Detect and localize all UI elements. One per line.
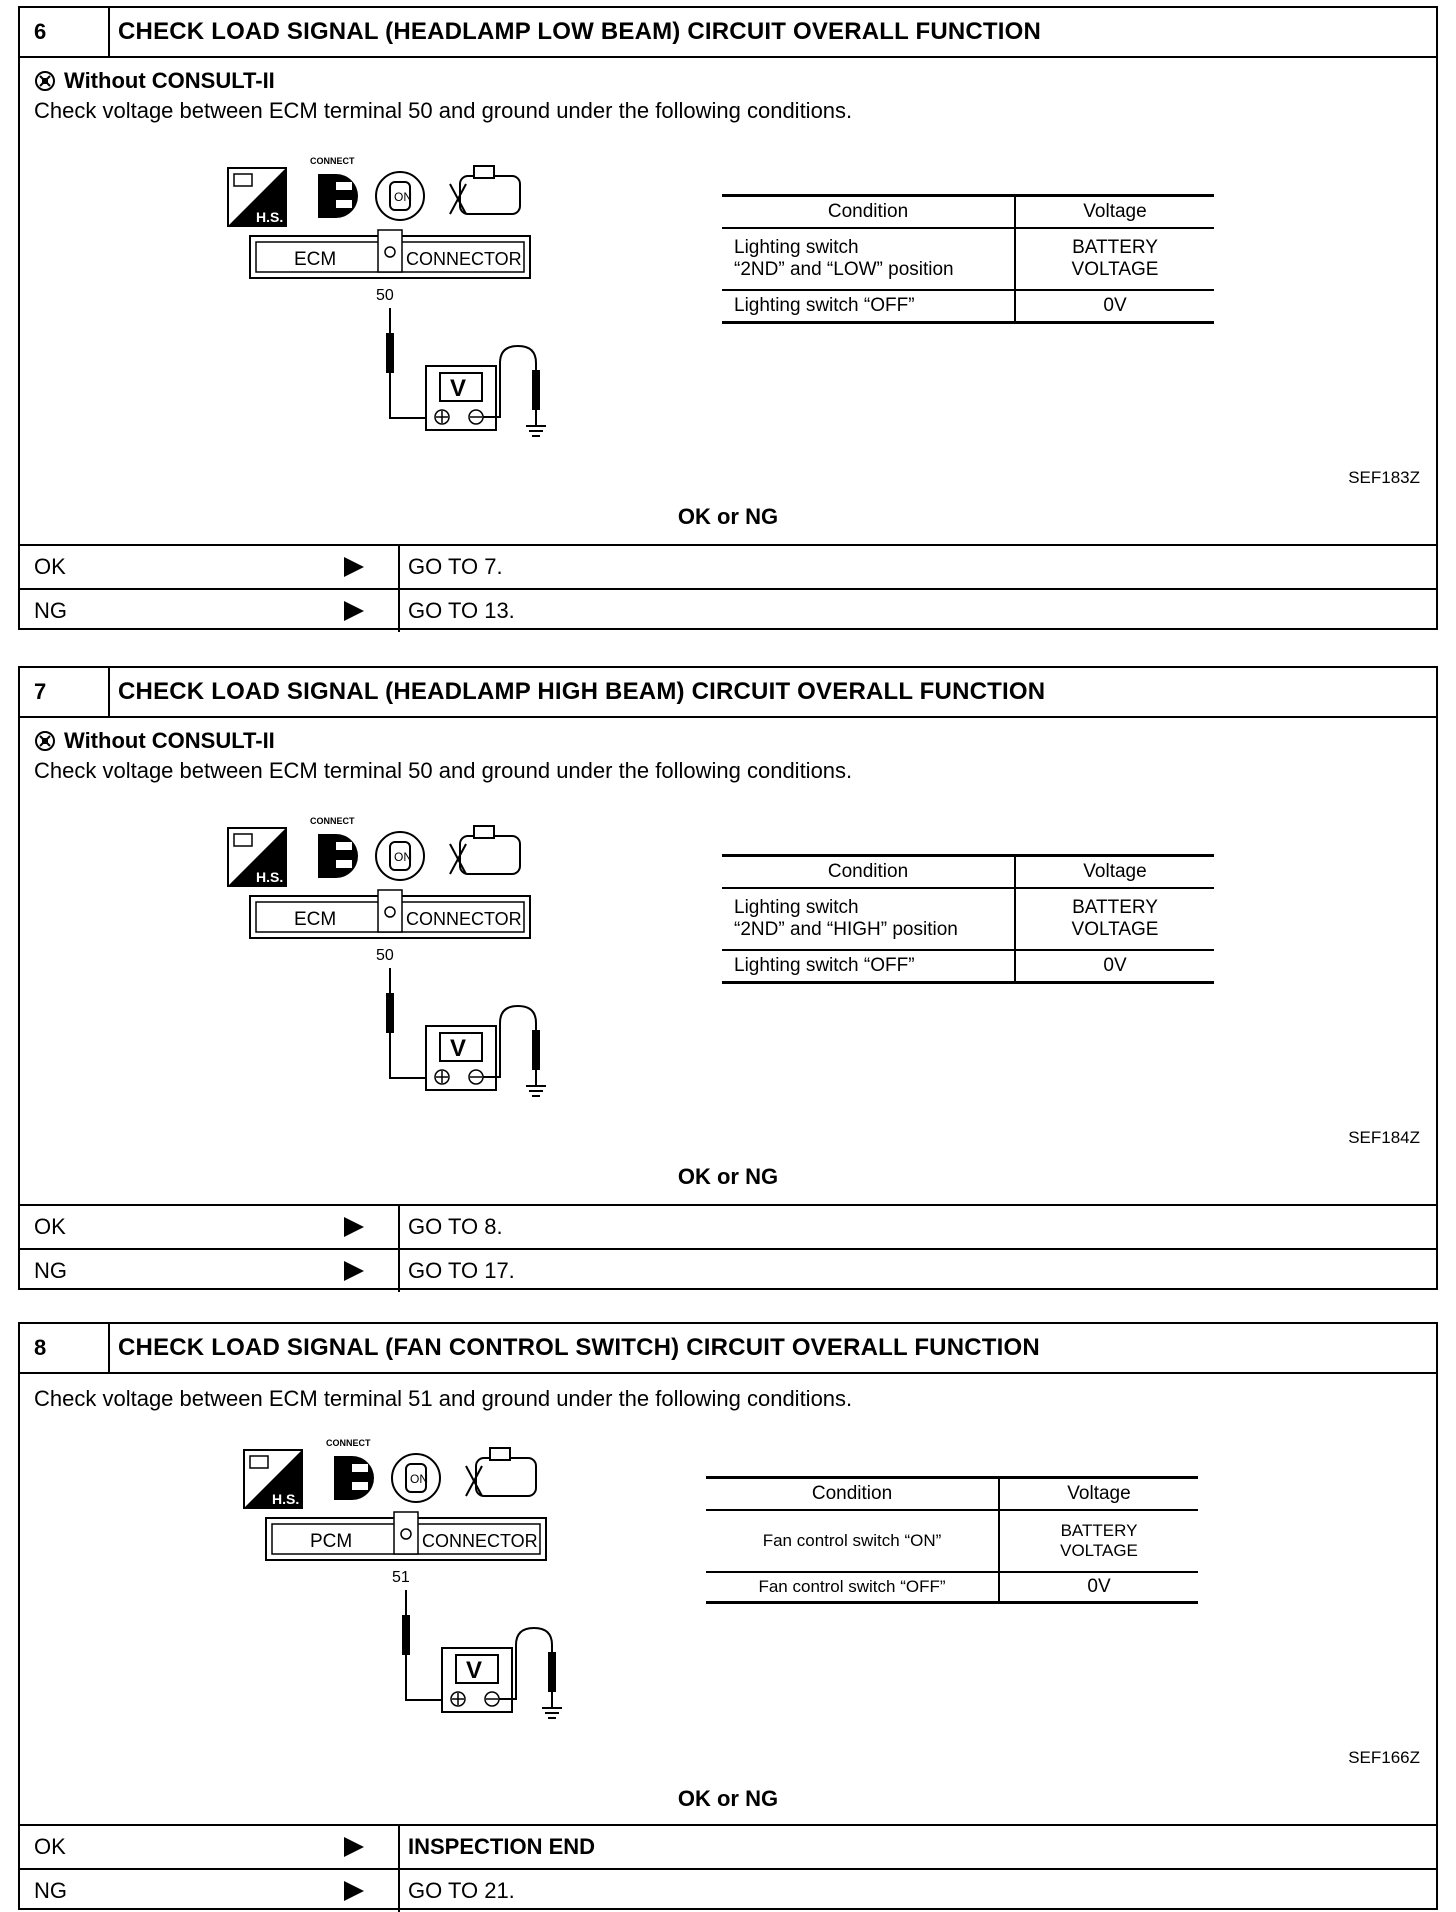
no-consult-icon bbox=[34, 70, 56, 92]
instruction-text: Check voltage between ECM terminal 50 and ground under the following conditions. bbox=[34, 98, 853, 123]
voltage-cell: BATTERY VOLTAGE bbox=[999, 1510, 1198, 1572]
voltage-cell: 0V bbox=[1015, 950, 1214, 982]
step-body bbox=[20, 58, 1436, 544]
svg-text:CONNECT: CONNECT bbox=[326, 1438, 371, 1448]
result-label: OK bbox=[20, 1206, 400, 1248]
figure-reference: SEF166Z bbox=[1348, 1748, 1420, 1767]
result-label: NG bbox=[20, 590, 400, 632]
arrow-right-icon bbox=[344, 557, 364, 577]
mode-text: Without CONSULT-II bbox=[64, 728, 275, 753]
step-6 bbox=[18, 6, 1438, 630]
svg-text:50: 50 bbox=[376, 947, 394, 964]
figure-reference: SEF184Z bbox=[1348, 1128, 1420, 1147]
ignition-on-icon bbox=[376, 832, 424, 880]
step-title: CHECK LOAD SIGNAL (HEADLAMP LOW BEAM) CIRCUIT OVERALL FUNCTION bbox=[118, 18, 1042, 45]
ignition-on-icon bbox=[392, 1454, 440, 1502]
arrow-right-icon bbox=[344, 1261, 364, 1281]
hs-icon bbox=[228, 828, 286, 886]
arrow-right-icon bbox=[344, 1881, 364, 1901]
svg-text:CONNECT: CONNECT bbox=[310, 816, 355, 826]
instruction-text: Check voltage between ECM terminal 51 and ground under the following conditions. bbox=[34, 1386, 853, 1411]
mode-label bbox=[34, 68, 275, 94]
condition-cell: Lighting switch “OFF” bbox=[722, 950, 1015, 982]
result-action-link[interactable]: GO TO 13. bbox=[408, 598, 515, 623]
pcm-connector bbox=[266, 1512, 546, 1586]
voltmeter bbox=[386, 308, 546, 436]
connect-icon bbox=[326, 1438, 374, 1500]
result-action-link[interactable]: GO TO 7. bbox=[408, 554, 503, 579]
condition-cell: Fan control switch “OFF” bbox=[706, 1572, 999, 1602]
arrow-right-icon bbox=[344, 1217, 364, 1237]
no-consult-icon bbox=[34, 730, 56, 752]
svg-text:CONNECTOR: CONNECTOR bbox=[406, 909, 522, 929]
condition-cell: Lighting switch “2ND” and “LOW” position bbox=[722, 228, 1015, 290]
mode-label bbox=[34, 728, 275, 754]
svg-text:CONNECT: CONNECT bbox=[310, 156, 355, 166]
result-row-ng[interactable] bbox=[20, 1868, 1436, 1912]
svg-text:PCM: PCM bbox=[310, 1531, 353, 1552]
result-action-link[interactable]: GO TO 21. bbox=[408, 1878, 515, 1903]
engine-off-icon bbox=[450, 826, 520, 874]
result-row-ok[interactable] bbox=[20, 1824, 1436, 1868]
instruction-text: Check voltage between ECM terminal 50 and ground under the following conditions. bbox=[34, 758, 853, 783]
voltmeter bbox=[386, 968, 546, 1096]
result-row-ng[interactable] bbox=[20, 588, 1436, 632]
condition-cell: Fan control switch “ON” bbox=[706, 1510, 999, 1572]
result-action-link[interactable]: GO TO 8. bbox=[408, 1214, 503, 1239]
step-header bbox=[20, 8, 1436, 58]
svg-text:V: V bbox=[450, 1035, 467, 1062]
engine-off-icon bbox=[466, 1448, 536, 1496]
result-action-link[interactable]: INSPECTION END bbox=[408, 1834, 596, 1859]
step-7 bbox=[18, 666, 1438, 1290]
condition-cell: Lighting switch “OFF” bbox=[722, 290, 1015, 322]
col-voltage-header: Voltage bbox=[1015, 856, 1214, 889]
condition-table bbox=[722, 854, 1214, 984]
voltage-cell: BATTERY VOLTAGE bbox=[1015, 228, 1214, 290]
step-number: 6 bbox=[20, 8, 110, 56]
figure-reference: SEF183Z bbox=[1348, 468, 1420, 487]
connect-icon bbox=[310, 156, 358, 218]
svg-text:V: V bbox=[466, 1657, 483, 1684]
step-number: 8 bbox=[20, 1324, 110, 1372]
condition-table bbox=[722, 194, 1214, 324]
hs-icon bbox=[244, 1450, 302, 1508]
ok-or-ng-label: OK or NG bbox=[677, 1786, 779, 1811]
svg-text:ECM: ECM bbox=[294, 909, 337, 930]
result-label: OK bbox=[20, 1826, 400, 1868]
ok-or-ng-label: OK or NG bbox=[677, 1164, 779, 1189]
col-condition-header: Condition bbox=[722, 196, 1015, 229]
ok-or-ng-label: OK or NG bbox=[677, 504, 779, 529]
col-condition-header: Condition bbox=[706, 1478, 999, 1511]
test-diagram bbox=[200, 138, 580, 438]
ignition-on-icon bbox=[376, 172, 424, 220]
result-label: NG bbox=[20, 1250, 400, 1292]
ecm-connector bbox=[250, 230, 530, 304]
result-label: NG bbox=[20, 1870, 400, 1912]
voltmeter bbox=[402, 1590, 562, 1718]
step-body bbox=[20, 1374, 1436, 1824]
result-action-link[interactable]: GO TO 17. bbox=[408, 1258, 515, 1283]
condition-cell: Lighting switch “2ND” and “HIGH” position bbox=[722, 888, 1015, 950]
svg-text:CONNECTOR: CONNECTOR bbox=[422, 1531, 538, 1551]
col-voltage-header: Voltage bbox=[1015, 196, 1214, 229]
test-diagram bbox=[216, 1420, 596, 1720]
voltage-cell: 0V bbox=[999, 1572, 1198, 1602]
svg-text:ON: ON bbox=[410, 1472, 428, 1486]
col-condition-header: Condition bbox=[722, 856, 1015, 889]
condition-table bbox=[706, 1476, 1198, 1604]
engine-off-icon bbox=[450, 166, 520, 214]
hs-icon bbox=[228, 168, 286, 226]
svg-text:50: 50 bbox=[376, 287, 394, 304]
svg-text:H.S.: H.S. bbox=[272, 1491, 300, 1507]
voltage-cell: 0V bbox=[1015, 290, 1214, 322]
svg-text:H.S.: H.S. bbox=[256, 209, 284, 225]
test-diagram bbox=[200, 798, 580, 1098]
result-row-ok[interactable] bbox=[20, 1204, 1436, 1248]
result-row-ng[interactable] bbox=[20, 1248, 1436, 1292]
arrow-right-icon bbox=[344, 601, 364, 621]
arrow-right-icon bbox=[344, 1837, 364, 1857]
step-header bbox=[20, 1324, 1436, 1374]
svg-text:51: 51 bbox=[392, 1569, 410, 1586]
connect-icon bbox=[310, 816, 358, 878]
step-body bbox=[20, 718, 1436, 1204]
svg-text:ON: ON bbox=[394, 850, 412, 864]
step-title: CHECK LOAD SIGNAL (HEADLAMP HIGH BEAM) CIRCUIT OVERALL FUNCTION bbox=[118, 678, 1046, 705]
ecm-connector bbox=[250, 890, 530, 964]
step-number: 7 bbox=[20, 668, 110, 716]
svg-text:ON: ON bbox=[394, 190, 412, 204]
col-voltage-header: Voltage bbox=[999, 1478, 1198, 1511]
svg-text:V: V bbox=[450, 375, 467, 402]
step-title: CHECK LOAD SIGNAL (FAN CONTROL SWITCH) CIRCUIT OVERALL FUNCTION bbox=[118, 1334, 1040, 1361]
step-header bbox=[20, 668, 1436, 718]
result-label: OK bbox=[20, 546, 400, 588]
svg-text:CONNECTOR: CONNECTOR bbox=[406, 249, 522, 269]
step-8 bbox=[18, 1322, 1438, 1910]
voltage-cell: BATTERY VOLTAGE bbox=[1015, 888, 1214, 950]
result-row-ok[interactable] bbox=[20, 544, 1436, 588]
svg-text:H.S.: H.S. bbox=[256, 869, 284, 885]
mode-text: Without CONSULT-II bbox=[64, 68, 275, 93]
svg-text:ECM: ECM bbox=[294, 249, 337, 270]
